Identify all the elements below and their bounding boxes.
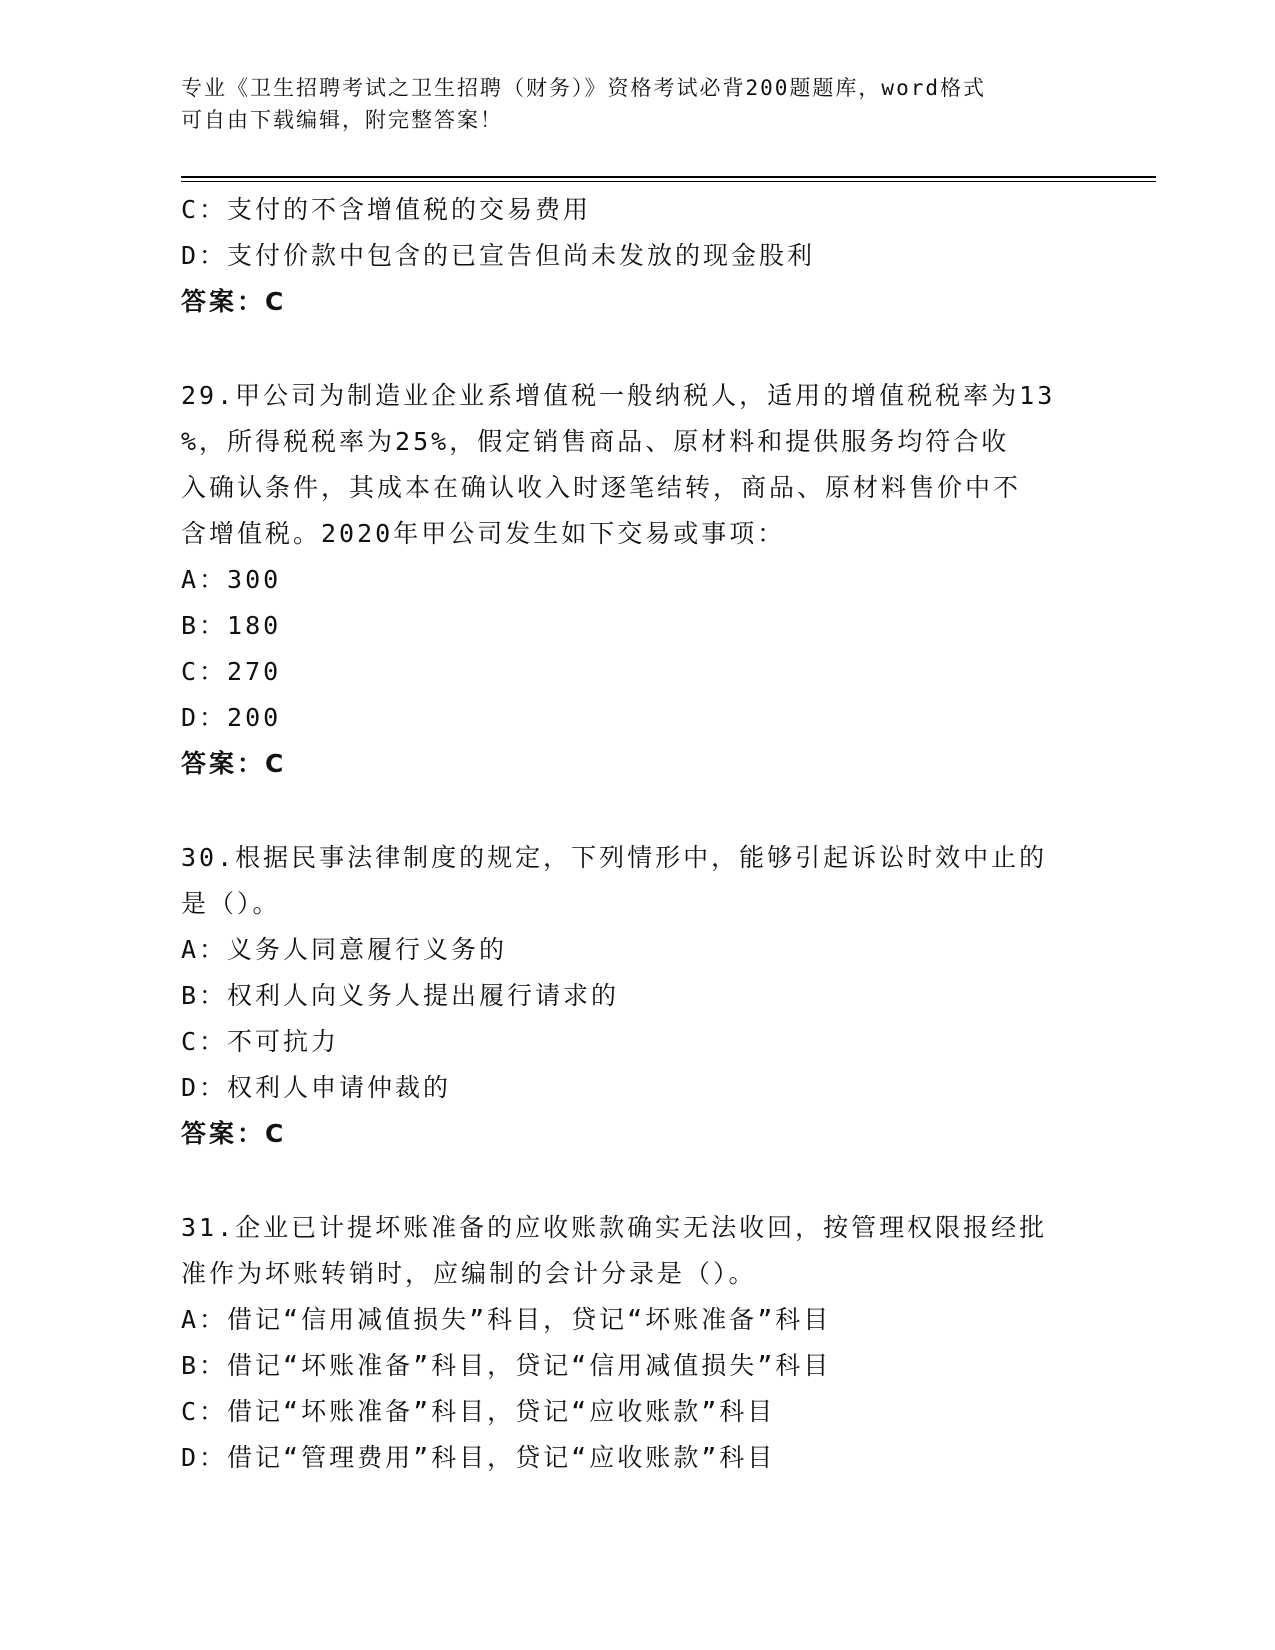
header-divider-thin: [181, 181, 1156, 182]
header-line-2: 可自由下载编辑，附完整答案！: [181, 108, 503, 132]
question-stem: 30.根据民事法律制度的规定，下列情形中，能够引起诉讼时效中止的: [181, 843, 1048, 872]
question-31: [181, 1205, 1081, 1481]
answer: 答案：C: [181, 1119, 287, 1148]
question-stem: 29.甲公司为制造业企业系增值税一般纳税人，适用的增值税税率为13: [181, 381, 1056, 410]
option-c: C：借记“坏账准备”科目，贷记“应收账款”科目: [181, 1397, 776, 1426]
question-stem: 含增值税。2020年甲公司发生如下交易或事项：: [181, 519, 786, 548]
question-list: [181, 187, 1081, 1481]
question-30: [181, 835, 1081, 1157]
option-d: D：支付价款中包含的已宣告但尚未发放的现金股利: [181, 241, 816, 270]
option-a: A：义务人同意履行义务的: [181, 935, 508, 964]
answer: 答案：C: [181, 749, 287, 778]
option-c: C：支付的不含增值税的交易费用: [181, 195, 592, 224]
option-b: B：借记“坏账准备”科目，贷记“信用减值损失”科目: [181, 1351, 832, 1380]
header-divider-thick: [181, 176, 1156, 178]
option-a: A：借记“信用减值损失”科目，贷记“坏账准备”科目: [181, 1305, 832, 1334]
option-c: C：270: [181, 657, 282, 686]
question-stem: 是（）。: [181, 889, 281, 918]
document-header: [181, 72, 1041, 136]
question-stem: 入确认条件，其成本在确认收入时逐笔结转，商品、原材料售价中不: [181, 473, 1022, 502]
question-stem: %，所得税税率为25%，假定销售商品、原材料和提供服务均符合收: [181, 427, 1010, 456]
question-28-tail: [181, 187, 1081, 325]
option-b: B：权利人向义务人提出履行请求的: [181, 981, 620, 1010]
option-d: D：借记“管理费用”科目，贷记“应收账款”科目: [181, 1443, 776, 1472]
question-stem: 31.企业已计提坏账准备的应收账款确实无法收回，按管理权限报经批: [181, 1213, 1048, 1242]
header-line-1: 专业《卫生招聘考试之卫生招聘（财务）》资格考试必背200题题库，word格式: [181, 76, 986, 100]
question-29: [181, 373, 1081, 787]
question-stem: 准作为坏账转销时，应编制的会计分录是（）。: [181, 1259, 757, 1288]
answer: 答案：C: [181, 287, 287, 316]
option-a: A：300: [181, 565, 282, 594]
option-b: B：180: [181, 611, 282, 640]
option-d: D：200: [181, 703, 282, 732]
option-d: D：权利人申请仲裁的: [181, 1073, 452, 1102]
option-c: C：不可抗力: [181, 1027, 340, 1056]
